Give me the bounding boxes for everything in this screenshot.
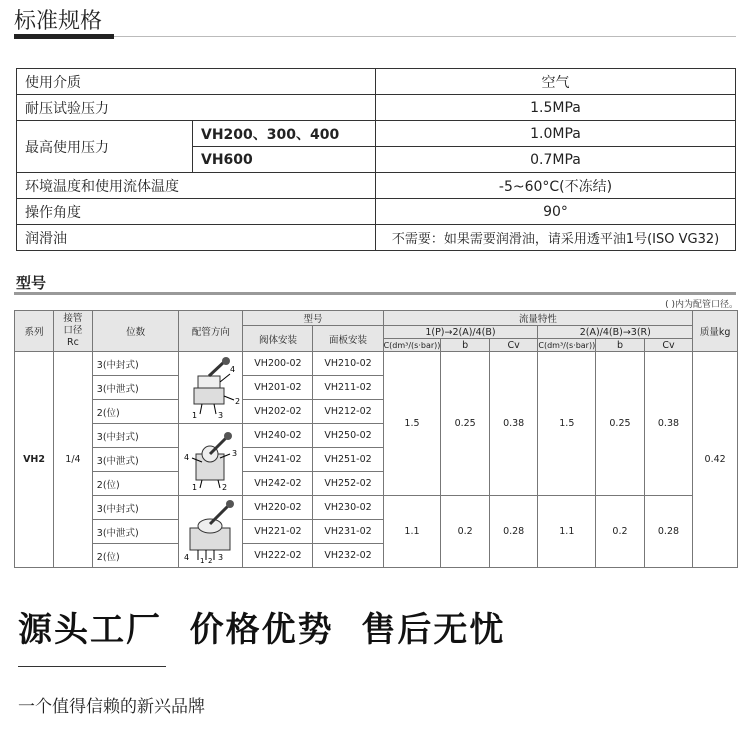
- series-cell: VH2: [15, 352, 54, 568]
- spec-value: 1.0MPa: [376, 121, 736, 147]
- brand-tagline: 一个值得信赖的新兴品牌: [18, 697, 205, 717]
- diagram-port-label: 4: [183, 553, 190, 562]
- valve-model-cell: VH220-02: [243, 496, 313, 520]
- position-cell: 3(中泄式): [92, 520, 179, 544]
- header-positions: 位数: [92, 311, 179, 352]
- header-port: 接管 口径 Rc: [54, 311, 93, 352]
- flow-c2: 1.5: [538, 352, 596, 496]
- header-panel-mount: 面板安装: [313, 326, 383, 352]
- table-row: [17, 173, 736, 199]
- header-b: b: [441, 339, 490, 352]
- panel-model-cell: VH231-02: [313, 520, 383, 544]
- flow-cv1: 0.38: [489, 352, 538, 496]
- spec-value: -5~60°C(不冻结): [376, 173, 736, 199]
- valve-diagram-icon: [180, 424, 242, 492]
- valve-model-cell: VH221-02: [243, 520, 313, 544]
- panel-model-cell: VH250-02: [313, 424, 383, 448]
- diagram-port-label: 1: [191, 411, 198, 420]
- spec-value: 空气: [376, 69, 736, 95]
- table-row: [15, 496, 738, 520]
- diagram-port-label: 4: [183, 453, 190, 462]
- header-series: 系列: [15, 311, 54, 352]
- spec-value: 0.7MPa: [376, 147, 736, 173]
- spec-label: 使用介质: [17, 69, 376, 95]
- position-cell: 3(中封式): [92, 496, 179, 520]
- position-cell: 3(中泄式): [92, 376, 179, 400]
- direction-diagram-2: [179, 424, 243, 496]
- table-row: [17, 95, 736, 121]
- panel-model-cell: VH210-02: [313, 352, 383, 376]
- diagram-port-label: 1: [199, 557, 205, 564]
- header-cv: Cv: [489, 339, 538, 352]
- diagram-port-label: 3: [231, 449, 238, 458]
- valve-model-cell: VH200-02: [243, 352, 313, 376]
- valve-model-cell: VH241-02: [243, 448, 313, 472]
- position-cell: 2(位): [92, 472, 179, 496]
- spec-value: 不需要：如果需要润滑油，请采用透平油1号(ISO VG32): [376, 225, 736, 251]
- header-mass: 质量kg: [693, 311, 738, 352]
- title-rule: [114, 36, 736, 37]
- mass-cell: 0.42: [693, 352, 738, 568]
- diagram-port-label: 2: [234, 397, 241, 406]
- title-underline: [14, 34, 114, 39]
- position-cell: 2(位): [92, 544, 179, 568]
- flow-b1: 0.2: [441, 496, 490, 568]
- header-cv: Cv: [644, 339, 693, 352]
- spec-table: [16, 68, 736, 251]
- direction-diagram-3: [179, 496, 243, 568]
- header-c: C(dm³/(s·bar)): [383, 340, 441, 350]
- diagram-port-label: 2: [207, 557, 213, 564]
- valve-model-cell: VH222-02: [243, 544, 313, 568]
- header-path2: 2(A)/4(B)→3(R): [538, 326, 693, 339]
- spec-model: VH200、300、400: [193, 121, 376, 147]
- panel-model-cell: VH230-02: [313, 496, 383, 520]
- panel-model-cell: VH211-02: [313, 376, 383, 400]
- table-row: [15, 352, 738, 376]
- direction-diagram-1: [179, 352, 243, 424]
- table-row: [17, 69, 736, 95]
- valve-diagram-icon: [180, 496, 242, 564]
- flow-c1: 1.1: [383, 496, 441, 568]
- header-valve-mount: 阀体安装: [243, 326, 313, 352]
- flow-b2: 0.25: [596, 352, 645, 496]
- diagram-port-label: 3: [217, 411, 224, 420]
- table-row: [17, 199, 736, 225]
- flow-cv2: 0.28: [644, 496, 693, 568]
- model-table: [14, 310, 738, 568]
- diagram-port-label: 1: [191, 483, 198, 492]
- spec-label: 环境温度和使用流体温度: [17, 173, 376, 199]
- spec-label: 最高使用压力: [17, 121, 193, 173]
- valve-model-cell: VH240-02: [243, 424, 313, 448]
- flow-c1: 1.5: [383, 352, 441, 496]
- valve-model-cell: VH201-02: [243, 376, 313, 400]
- flow-cv2: 0.38: [644, 352, 693, 496]
- diagram-port-label: 2: [221, 483, 228, 492]
- header-flow: 流量特性: [383, 311, 693, 326]
- flow-b2: 0.2: [596, 496, 645, 568]
- valve-model-cell: VH202-02: [243, 400, 313, 424]
- model-rule: [14, 292, 736, 295]
- port-cell: 1/4: [54, 352, 93, 568]
- valve-diagram-icon: [180, 352, 242, 420]
- position-cell: 3(中泄式): [92, 448, 179, 472]
- port-note: ( )内为配管口径。: [665, 300, 738, 310]
- spec-model: VH600: [193, 147, 376, 173]
- position-cell: 2(位): [92, 400, 179, 424]
- panel-model-cell: VH252-02: [313, 472, 383, 496]
- spec-label: 操作角度: [17, 199, 376, 225]
- panel-model-cell: VH251-02: [313, 448, 383, 472]
- panel-model-cell: VH212-02: [313, 400, 383, 424]
- spec-value: 1.5MPa: [376, 95, 736, 121]
- spec-value: 90°: [376, 199, 736, 225]
- valve-model-cell: VH242-02: [243, 472, 313, 496]
- position-cell: 3(中封式): [92, 352, 179, 376]
- header-direction: 配管方向: [179, 311, 243, 352]
- diagram-port-label: 4: [229, 365, 236, 374]
- model-title: 型号: [16, 274, 47, 292]
- header-model: 型号: [243, 311, 383, 326]
- panel-model-cell: VH232-02: [313, 544, 383, 568]
- header-c: C(dm³/(s·bar)): [538, 340, 596, 350]
- slogan: 源头工厂 价格优势 售后无忧: [18, 610, 506, 650]
- position-cell: 3(中封式): [92, 424, 179, 448]
- diagram-port-label: 3: [217, 553, 224, 562]
- header-path1: 1(P)→2(A)/4(B): [383, 326, 538, 339]
- flow-c2: 1.1: [538, 496, 596, 568]
- spec-label: 耐压试验压力: [17, 95, 376, 121]
- table-row: [17, 225, 736, 251]
- slogan-rule: [18, 666, 166, 667]
- header-b: b: [596, 339, 645, 352]
- flow-cv1: 0.28: [489, 496, 538, 568]
- flow-b1: 0.25: [441, 352, 490, 496]
- spec-label: 润滑油: [17, 225, 376, 251]
- section-title: 标准规格: [14, 9, 103, 34]
- table-row: [17, 121, 736, 147]
